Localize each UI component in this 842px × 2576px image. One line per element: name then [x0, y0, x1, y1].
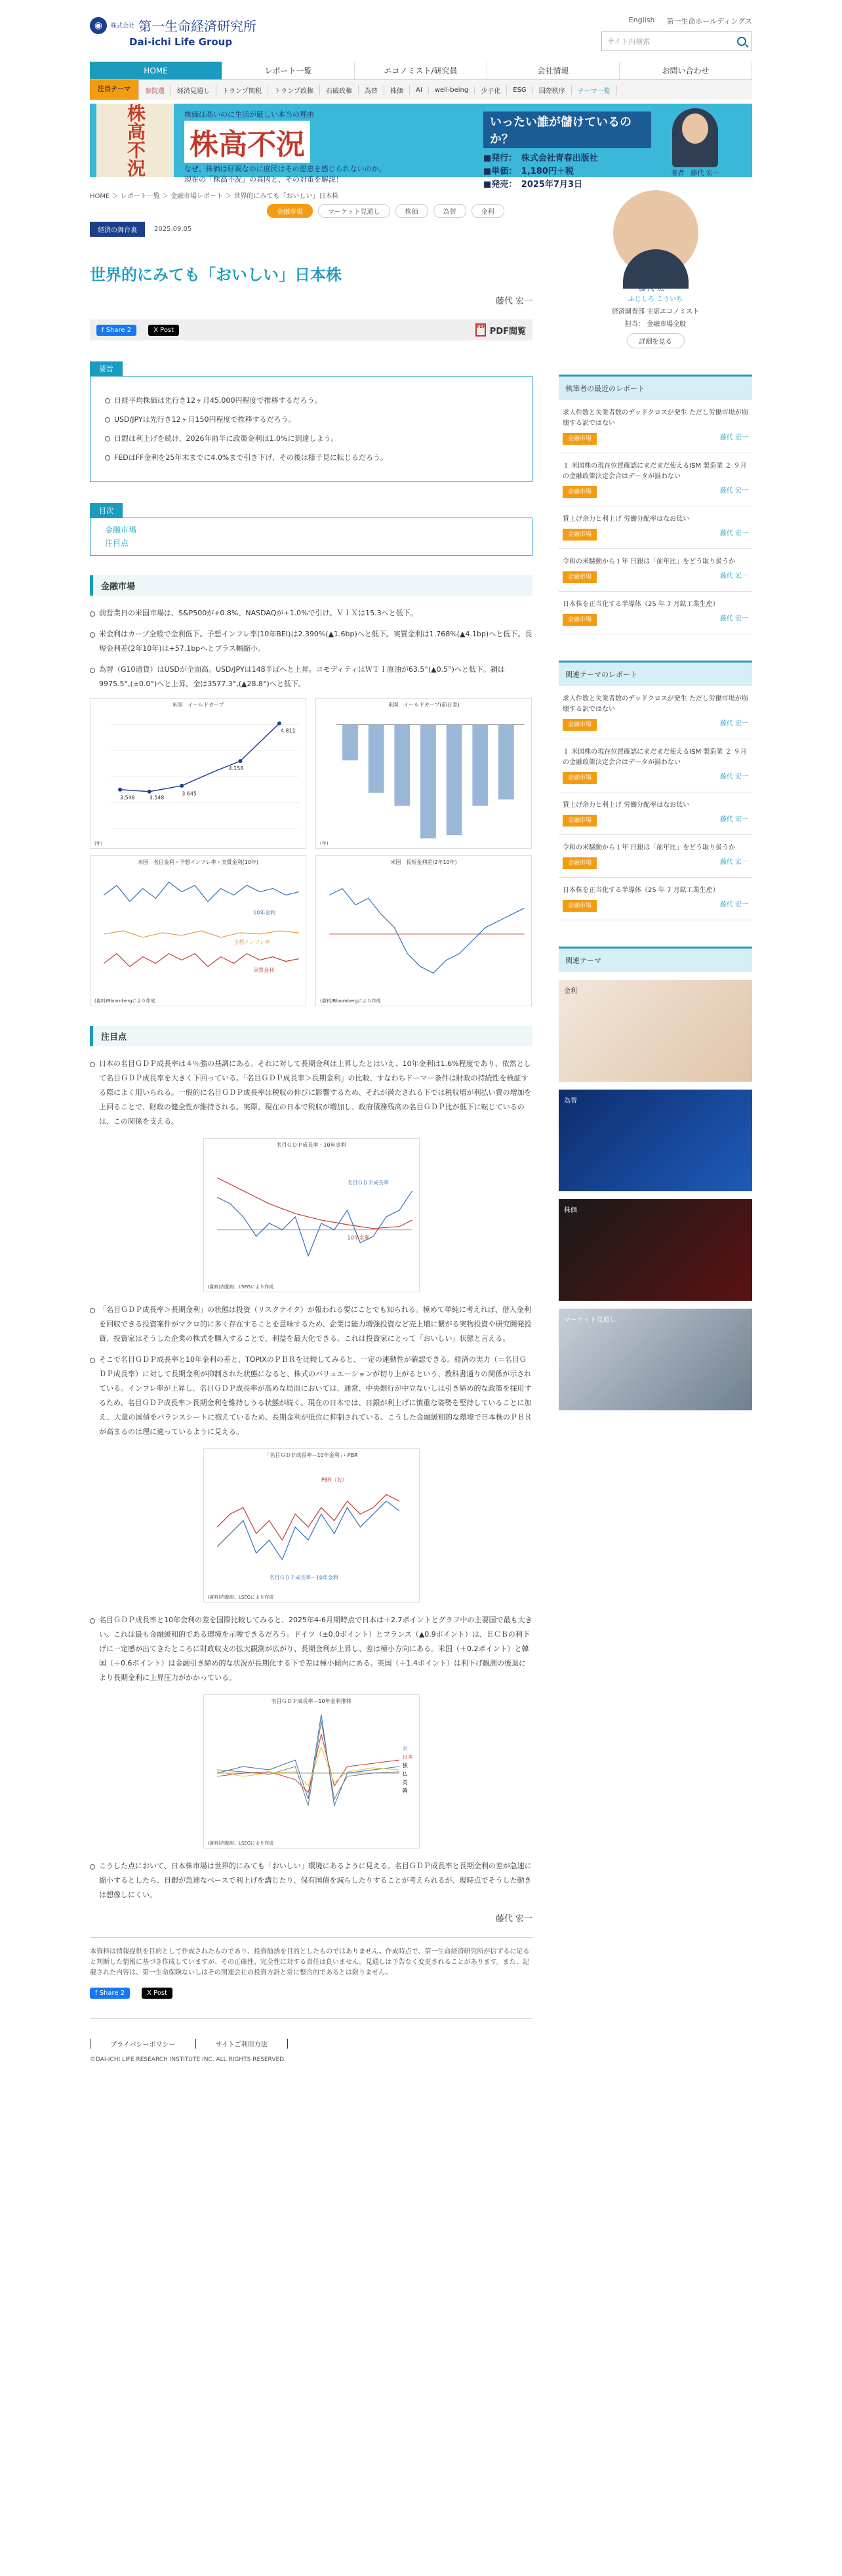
gdp-vs-yield-chart: 名目ＧＤＰ成長率・10年金利 名目ＧＤＰ成長率 10年金利 (資料)内閣府、LSEGにより作成: [203, 1138, 420, 1292]
site-header: [90, 0, 752, 52]
report-item[interactable]: 令和の米騒動から１年 日銀は「前年比」をどう取り扱うか 金融市場 藤代 宏一: [559, 549, 752, 592]
report-item[interactable]: １ 米国株の現在位置確認にまだまだ使えるISM 製造業 ２ ９月の金融政策決定会合はデータが揃わない 金融市場 藤代 宏一: [559, 453, 752, 506]
profile-kana: ふじしろ こういち: [628, 296, 683, 303]
privacy-link[interactable]: プライバシーポリシー: [90, 2039, 195, 2049]
banner-author: 著者 藤代 宏一: [671, 170, 719, 177]
site-logo[interactable]: [90, 16, 256, 48]
tag-fx[interactable]: 為替: [433, 204, 466, 218]
banner-subtitle: 株価は高いのに生活が厳しい本当の理由: [184, 110, 314, 119]
topic-label: 注目テーマ: [90, 80, 139, 100]
market-item: 前営業日の米国市場は、S&P500が+0.8%、NASDAQが+1.0%で引け。ＶＩＸは15.3へと低下。: [90, 606, 532, 621]
report-item[interactable]: 求人件数と失業者数のデッドクロスが発生 ただし労働市場が崩壊する訳ではない 金融市場 藤代 宏一: [559, 686, 752, 739]
banner-title: 株高不況: [184, 121, 310, 163]
pdf-icon: PDF: [475, 323, 486, 337]
yield-curve-chart: 米国 イールドカーブ 3.548 3.548 3.645 4.158 4.811 (年): [90, 698, 306, 849]
profile-area: 担当： 金融市場全般: [624, 321, 687, 328]
gdp-yield-pbr-chart: 「名目ＧＤＰ成長率－10年金利」・PBR PBR（右） 名目ＧＤＰ成長率－10年金利 (資料)内閣府、LSEGにより作成: [203, 1448, 420, 1603]
svg-text:実質金利: 実質金利: [253, 967, 274, 973]
tag-finance[interactable]: 金融市場: [267, 204, 313, 218]
x-post-button[interactable]: X Post: [148, 325, 179, 336]
banner-price: ■単価： 1,180円＋税: [483, 167, 574, 176]
svg-text:韓: 韓: [402, 1788, 408, 1794]
market-item: 米金利はカーブ全般で金利低下。予想インフレ率(10年BEI)は2.390%(▲1.6bp)へと低下。実質金利は1.768%(▲4.1bp)へと低下。長短金利差(2年10年)は+57.1bpへとプラス幅縮小。: [90, 627, 532, 656]
avatar: [613, 190, 698, 276]
profile-detail-button[interactable]: 詳細を見る: [627, 333, 685, 348]
article-main: [90, 190, 532, 2063]
book-cover: 株高不況: [96, 104, 174, 177]
summary-box: [90, 376, 532, 482]
banner-desc-1: なぜ、株価は好調なのに庶民はその恩恵を感じられないのか。: [184, 165, 386, 173]
topic-item[interactable]: 株価: [384, 85, 410, 95]
nav-company[interactable]: 会社情報: [487, 62, 620, 79]
report-item[interactable]: 求人件数と失業者数のデッドクロスが発生 ただし労働市場が崩壊する訳ではない 金融市場 藤代 宏一: [559, 400, 752, 453]
report-item[interactable]: １ 米国株の現在位置確認にまだまだ使えるISM 製造業 ２ ９月の金融政策決定会合はデータが揃わない 金融市場 藤代 宏一: [559, 739, 752, 792]
book-banner[interactable]: [90, 104, 752, 190]
section-heading: 金融市場: [90, 575, 532, 596]
tag-rate[interactable]: 金利: [471, 204, 504, 218]
svg-text:10年金利: 10年金利: [347, 1235, 369, 1241]
sidebar: [559, 190, 752, 2063]
topic-item[interactable]: 経済見通し: [171, 85, 216, 95]
toc-link[interactable]: 金融市場: [105, 525, 137, 535]
svg-text:3.645: 3.645: [182, 790, 197, 797]
banner-release: ■発売： 2025年7月3日: [483, 180, 583, 190]
english-link[interactable]: English: [628, 16, 655, 24]
table-of-contents: [90, 518, 532, 556]
tag-stock[interactable]: 株価: [395, 204, 428, 218]
topic-item[interactable]: 少子化: [475, 85, 507, 95]
topic-item[interactable]: 参院選: [139, 85, 171, 95]
topic-item[interactable]: 為替: [359, 85, 384, 95]
share-bar: [90, 319, 532, 340]
summary-label: 要旨: [90, 361, 123, 376]
article-author[interactable]: 藤代 宏一: [495, 296, 532, 306]
toc-label: 目次: [90, 503, 123, 518]
nav-economists[interactable]: エコノミスト/研究員: [355, 62, 487, 79]
facebook-share-button[interactable]: f Share 2: [90, 1988, 130, 1999]
topic-item[interactable]: AI: [410, 87, 429, 94]
svg-text:4.811: 4.811: [280, 727, 296, 734]
topic-item[interactable]: ESG: [507, 87, 532, 94]
svg-text:日本: 日本: [402, 1754, 413, 1761]
point-item: 「名目ＧＤＰ成長率＞長期金利」の状態は投資（リスクテイク）が報われる要にことでも知られる。極めて単純に考えれば、借入金利を回収できる投資案件がマクロ的に多く存在することを意味するため、企業は能力増強投資など売上増に繋がる実物投資や研究開発投資、投資家はそうした企業の株式を購入することで、利益を最大化できる。これは投資家にとって「おいしい」状態と言える。: [90, 1303, 532, 1346]
category-badge[interactable]: 経済の舞台裏: [90, 222, 145, 237]
term-spread-chart: 米国 長短金利差(2年10年) (資料)Bloombergにより作成: [315, 855, 532, 1006]
yield-curve-change-chart: 米国 イールドカーブ(前日差) (年): [315, 698, 532, 849]
svg-text:PBR（右）: PBR（右）: [321, 1477, 347, 1483]
search-icon[interactable]: [737, 37, 746, 46]
point-item: 日本の名目ＧＤＰ成長率は４％強の基調にある。それに対して長期金利は上昇したとはいえ、10年金利は1.6%程度であり、依然として名目ＧＤＰ成長率を大きく下回っている。「名目ＧＤＰ成長率＞長期金利」の比較、すなわちドーマー条件は財政の持続性を検証する際によく用いられる。一般的に名目ＧＤＰ成長率は税収の伸びに影響するため、それが満たされる下では税収増が利払い費の増加を上回ることで、財政の健全性が維持される。実際、現在の日本で税収が増加し、政府債務残高の名目ＧＤＰ比が低下に転じているのは、この関係を支える。: [90, 1057, 532, 1129]
svg-text:3.548: 3.548: [149, 794, 165, 801]
search-placeholder: サイト内検索: [607, 37, 651, 46]
topic-list-link[interactable]: テーマ一覧: [572, 85, 617, 95]
topic-item[interactable]: well-being: [429, 87, 475, 94]
profile-role: 経済調査部 主席エコノミスト: [611, 308, 700, 316]
point-item: そこで名目ＧＤＰ成長率と10年金利の差と、TOPIXのＰＢＲを比較してみると、一定の連動性が確認できる。経済の実力（＝名目ＧＤＰ成長率）に対して長期金利が抑制された状態になると、株式のバリュエーションが切り上がるという、教科書通りの関係が示されている。インフレ率が上昇し、名目ＧＤＰ成長率が高めな局面においては、通常、中央銀行が中立ないしは引き締め的な政策を採用するため、名目ＧＤＰ成長率＞長期金利を維持しうる状態が続く。現在の日本では、日銀が利上げに慎重な姿勢を堅持していることに加え、大量の国債をバランスシートに抱えているため、長期金利が低位に抑制されている。こうした金融緩和的な環境で日本株のＰＢＲが高まるのは理に適っているように見える。: [90, 1353, 532, 1439]
footer-links: [90, 2018, 532, 2049]
logo-english: Dai-ichi Life Group: [129, 36, 233, 48]
topic-item[interactable]: トランプ関税: [216, 85, 268, 95]
report-item[interactable]: 日本株を正当化する半導体（25 年 7 月鉱工業生産） 金融市場 藤代 宏一: [559, 878, 752, 920]
search-input[interactable]: [601, 31, 752, 51]
copyright: ©DAI-ICHI LIFE RESEARCH INSTITUTE INC. ALL RIGHTS RESERVED.: [90, 2056, 286, 2063]
recent-reports-heading: 執筆者の最近のレポート: [559, 375, 752, 400]
theme-outlook[interactable]: マーケット見通し: [559, 1309, 752, 1410]
report-item[interactable]: 日本株を正当化する半導体（25 年 7 月鉱工業生産） 金融市場 藤代 宏一: [559, 592, 752, 634]
svg-text:独: 独: [402, 1763, 408, 1769]
summary-item: 日経平均株価は先行き12ヶ月45,000円程度で推移するだろう。: [105, 395, 517, 406]
theme-rate[interactable]: 金利: [559, 980, 752, 1082]
rates-inflation-chart: 米国 名目金利・予想インフレ率・実質金利(10年) 10年金利 予想インフレ率 実質金利 (資料)Bloombergにより作成: [90, 855, 306, 1006]
topic-item[interactable]: トランプ政権: [268, 85, 320, 95]
holdings-link[interactable]: 第一生命ホールディングス: [666, 17, 752, 26]
banner-desc-2: 現在の「株高不況」の真因と、その対策を解説！: [184, 175, 343, 184]
summary-item: USD/JPYは先行き12ヶ月150円程度で推移するだろう。: [105, 414, 517, 425]
facebook-share-button[interactable]: f Share 2: [96, 325, 136, 336]
page-title: 世界的にみても「おいしい」日本株: [90, 266, 342, 284]
banner-publisher: ■発行： 株式会社青春出版社: [483, 153, 598, 163]
nav-home[interactable]: HOME: [90, 62, 222, 79]
market-item: 為替（G10通貨）はUSDが全面高。USD/JPYは148半ばへと上昇。コモディティはＷＴＩ原油が63.5°(▲0.5°)へと低下。銅は9975.5°,(±0.0°)へと上昇。金は3577.3°,(▲28.8°)へと低下。: [90, 663, 532, 691]
topic-bar: [90, 80, 752, 100]
toc-link[interactable]: 注目点: [105, 539, 129, 548]
point-item: 名目ＧＤＰ成長率と10年金利の差を国際比較してみると、2025年4-6月期時点で日本は＋2.7ポイントとグラフ中の主要国で最も大きい。これは最も金融緩和的である環境を示唆できるだろう。ドイツ（±0.0ポイント）とフランス（▲0.9ポイント）は、ＥＣＢの利下げに一定感が出てきたところに財政収支の拡大観測が広がり、長期金利が上昇し、差は極小方向にある。米国（＋0.2ポイント）と韓国（＋0.6ポイント）は金融引き締め的な状況が長期化する下で差は極小傾向にある。英国（＋1.4ポイント）は利下げ観測の後退により長期金利に上昇圧力がかかっている。: [90, 1613, 532, 1685]
svg-text:予想インフレ率: 予想インフレ率: [233, 939, 270, 945]
report-item[interactable]: 令和の米騒動から１年 日銀は「前年比」をどう取り扱うか 金融市場 藤代 宏一: [559, 835, 752, 878]
breadcrumb[interactable]: HOME ＞ レポート一覧 ＞ 金融市場レポート ＞ 世界的にみても「おいしい」日本株: [90, 193, 339, 200]
pdf-label: PDF閲覧: [489, 326, 526, 337]
related-reports-heading: 関連テーマのレポート: [559, 661, 752, 686]
intl-comparison-chart: 名目ＧＤＰ成長率－10年金利推移 米 日本 独 仏 英 韓 (資料)内閣府、LSEGにより作成: [203, 1694, 420, 1849]
topic-item[interactable]: 国際秩序: [533, 85, 572, 95]
report-item[interactable]: 賃上げ余力と利上げ 労働分配率はなお低い 金融市場 藤代 宏一: [559, 792, 752, 835]
svg-text:仏: 仏: [402, 1770, 408, 1777]
logo-icon: ◉: [90, 17, 107, 34]
svg-text:10年金利: 10年金利: [253, 910, 276, 916]
main-nav: [90, 62, 752, 80]
usage-link[interactable]: サイトご利用方法: [195, 2039, 288, 2049]
svg-text:米: 米: [402, 1746, 408, 1752]
related-themes-heading: 関連テーマ: [559, 947, 752, 972]
section-heading: 注目点: [90, 1026, 532, 1046]
banner-question: いったい誰が儲けているのか？: [483, 112, 651, 148]
summary-item: 日銀は利上げを続け、2026年前半に政策金利は1.0%に到達しよう。: [105, 433, 517, 444]
svg-text:英: 英: [402, 1779, 408, 1786]
logo-small-text: 株式会社: [111, 23, 135, 30]
topic-item[interactable]: 石破政権: [320, 85, 359, 95]
summary-item: FEDはFF金利を25年末までに4.0%まで引き下げ、その後は様子見に転じるだろう。: [105, 452, 517, 463]
svg-text:名目ＧＤＰ成長率: 名目ＧＤＰ成長率: [347, 1179, 389, 1186]
theme-fx[interactable]: 為替: [559, 1090, 752, 1191]
publish-date: 2025.09.05: [154, 226, 192, 233]
author-profile: [559, 190, 752, 348]
nav-contact[interactable]: お問い合わせ: [620, 62, 752, 79]
svg-text:名目ＧＤＰ成長率－10年金利: 名目ＧＤＰ成長率－10年金利: [269, 1574, 338, 1581]
report-item[interactable]: 賃上げ余力と利上げ 労働分配率はなお低い 金融市場 藤代 宏一: [559, 506, 752, 549]
end-author: 藤代 宏一: [495, 1914, 532, 1924]
nav-reports[interactable]: レポート一覧: [222, 62, 355, 79]
x-post-button[interactable]: X Post: [142, 1988, 172, 1999]
disclaimer: 本資料は情報提供を目的として作成されたものであり、投資勧誘を目的としたものではありません。作成時点で、第一生命経済研究所が信ずるに足ると判断した情報に基づき作成していますが、その正確性、完全性に対する責任は負いません。見通しは予告なく変更されることがあります。また、記載された内容は、第一生命保険ないしはその関連会社の投資方針と常に整合的であるとは限りません。: [90, 1937, 532, 1978]
logo-name: 第一生命経済研究所: [138, 18, 257, 34]
tag-outlook[interactable]: マーケット見通し: [318, 204, 390, 218]
author-photo: [672, 108, 718, 167]
pdf-button[interactable]: [475, 323, 526, 337]
svg-text:4.158: 4.158: [228, 766, 244, 772]
svg-text:3.548: 3.548: [120, 794, 135, 801]
theme-stock[interactable]: 株価: [559, 1199, 752, 1301]
point-item: こうした点において、日本株市場は世界的にみても「おいしい」環境にあるように見える。名目ＧＤＰ成長率と長期金利の差が急速に縮小するとしたら、日銀が急速なペースで利上げを講じたり、保有国債を減らしたりすることが考えられるが、現時点でそうした動きは想像しにくい。: [90, 1859, 532, 1902]
